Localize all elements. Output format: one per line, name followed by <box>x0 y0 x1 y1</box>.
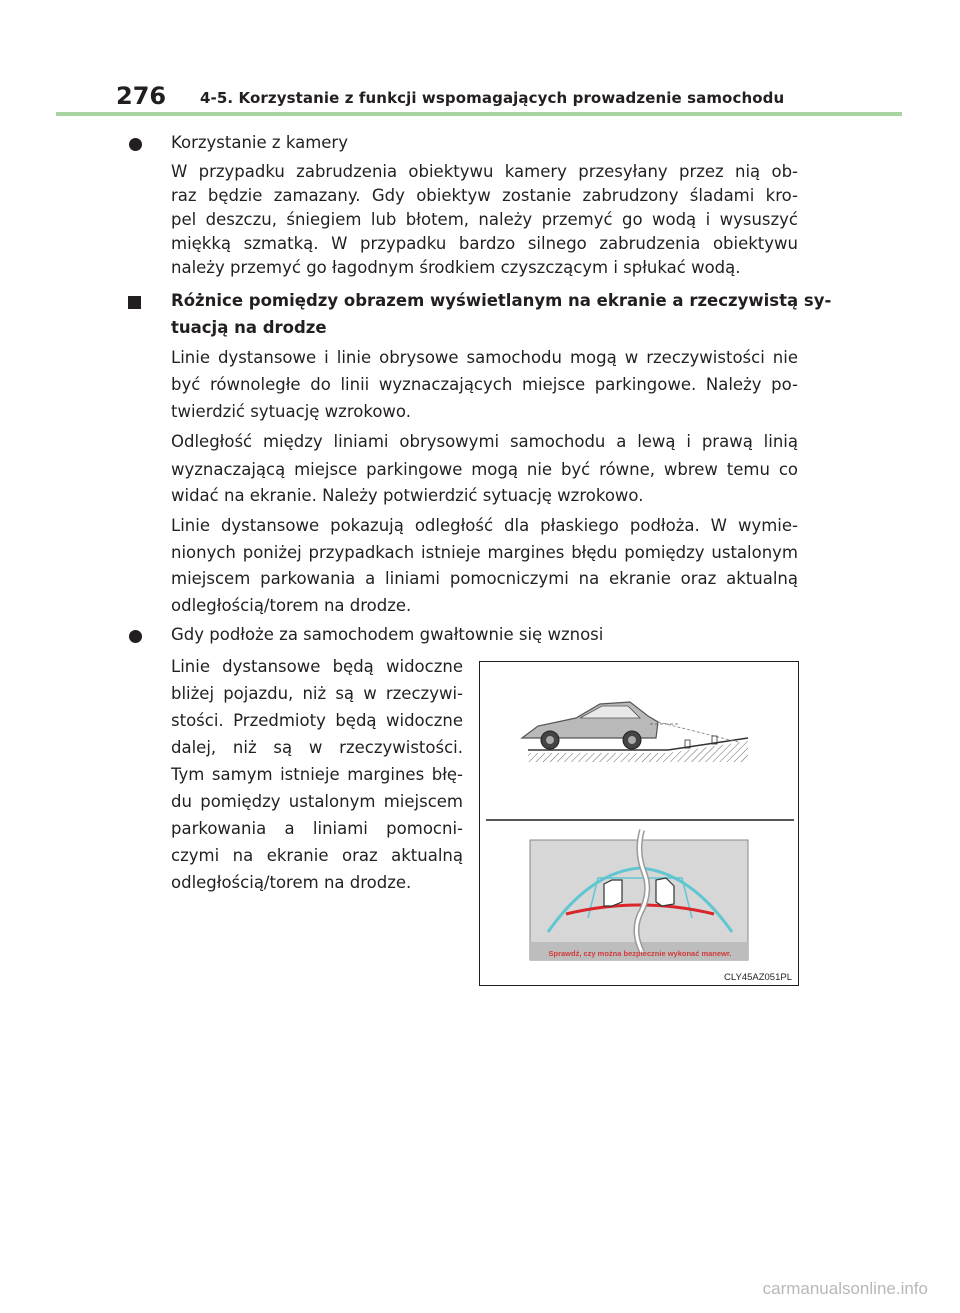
chapter-title: 4-5. Korzystanie z funkcji wspomagających prowadzenie samochodu <box>200 89 785 107</box>
paragraph-line: odległością/torem na drodze. <box>171 596 412 615</box>
slope-line: bliżej pojazdu, niż są w rzeczywi- <box>171 684 463 703</box>
slope-line: Linie dystansowe będą widoczne <box>171 657 463 676</box>
paragraph-line: twierdzić sytuację wzrokowo. <box>171 402 411 421</box>
bullet-icon <box>129 630 142 643</box>
paragraph-line: wyznaczającą miejsce parkingowe mogą nie być równe, wbrew temu co <box>171 460 798 479</box>
square-bullet-icon <box>128 296 141 309</box>
header-rule <box>56 112 902 116</box>
camera-screen <box>530 830 748 960</box>
screen-warning-message: Sprawdź, czy można bezpiecznie wykonać manewr. <box>548 949 732 958</box>
illustration-figure <box>479 661 799 986</box>
paragraph-line: Odległość między liniami obrysowymi samochodu a lewą i prawą linią <box>171 432 798 451</box>
slope-line: odległością/torem na drodze. <box>171 873 412 892</box>
slope-line: czymi na ekranie oraz aktualną <box>171 846 463 865</box>
paragraph-line: Linie dystansowe i linie obrysowe samochodu mogą w rzeczywistości nie <box>171 348 798 367</box>
slope-line: parkowania a liniami pomocni- <box>171 819 463 838</box>
bullet-icon <box>129 138 142 151</box>
paragraph-line: być równoległe do linii wyznaczających miejsce parkingowe. Należy po- <box>171 375 798 394</box>
camera-heading: Korzystanie z kamery <box>171 133 348 152</box>
camera-line: raz będzie zamazany. Gdy obiektyw zostanie zabrudzony śladami kro- <box>171 186 798 205</box>
slope-heading: Gdy podłoże za samochodem gwałtownie się wznosi <box>171 625 604 644</box>
slope-line: dalej, niż są w rzeczywistości. <box>171 738 463 757</box>
page-number: 276 <box>116 82 167 110</box>
slope-line: Tym samym istnieje margines błę- <box>171 765 463 784</box>
slope-line: stości. Przedmioty będą widoczne <box>171 711 463 730</box>
page-header <box>56 82 902 118</box>
differences-heading: Różnice pomiędzy obrazem wyświetlanym na ekranie a rzeczywistą sy- <box>171 291 832 310</box>
camera-line: pel deszczu, śniegiem lub błotem, należy przemyć go wodą i wysuszyć <box>171 210 798 229</box>
differences-heading: tuacją na drodze <box>171 318 327 337</box>
paragraph-line: nionych poniżej przypadkach istnieje margines błędu pomiędzy ustalonym <box>171 543 798 562</box>
camera-line: należy przemyć go łagodnym środkiem czyszczącym i spłukać wodą. <box>171 258 741 277</box>
watermark: carmanualsonline.info <box>762 1279 928 1298</box>
paragraph-line: widać na ekranie. Należy potwierdzić sytuację wzrokowo. <box>171 486 644 505</box>
slope-line: du pomiędzy ustalonym miejscem <box>171 792 463 811</box>
camera-line: W przypadku zabrudzenia obiektywu kamery przesyłany przez nią ob- <box>171 162 798 181</box>
camera-line: miękką szmatką. W przypadku bardzo silnego zabrudzenia obiektywu <box>171 234 798 253</box>
paragraph-line: miejscem parkowania a liniami pomocniczymi na ekranie oraz aktualną <box>171 569 798 588</box>
car-side-view <box>522 702 658 749</box>
figure-code: CLY45AZ051PL <box>724 972 792 983</box>
illustration-drawing <box>480 662 800 987</box>
paragraph-line: Linie dystansowe pokazują odległość dla płaskiego podłoża. W wymie- <box>171 516 798 535</box>
